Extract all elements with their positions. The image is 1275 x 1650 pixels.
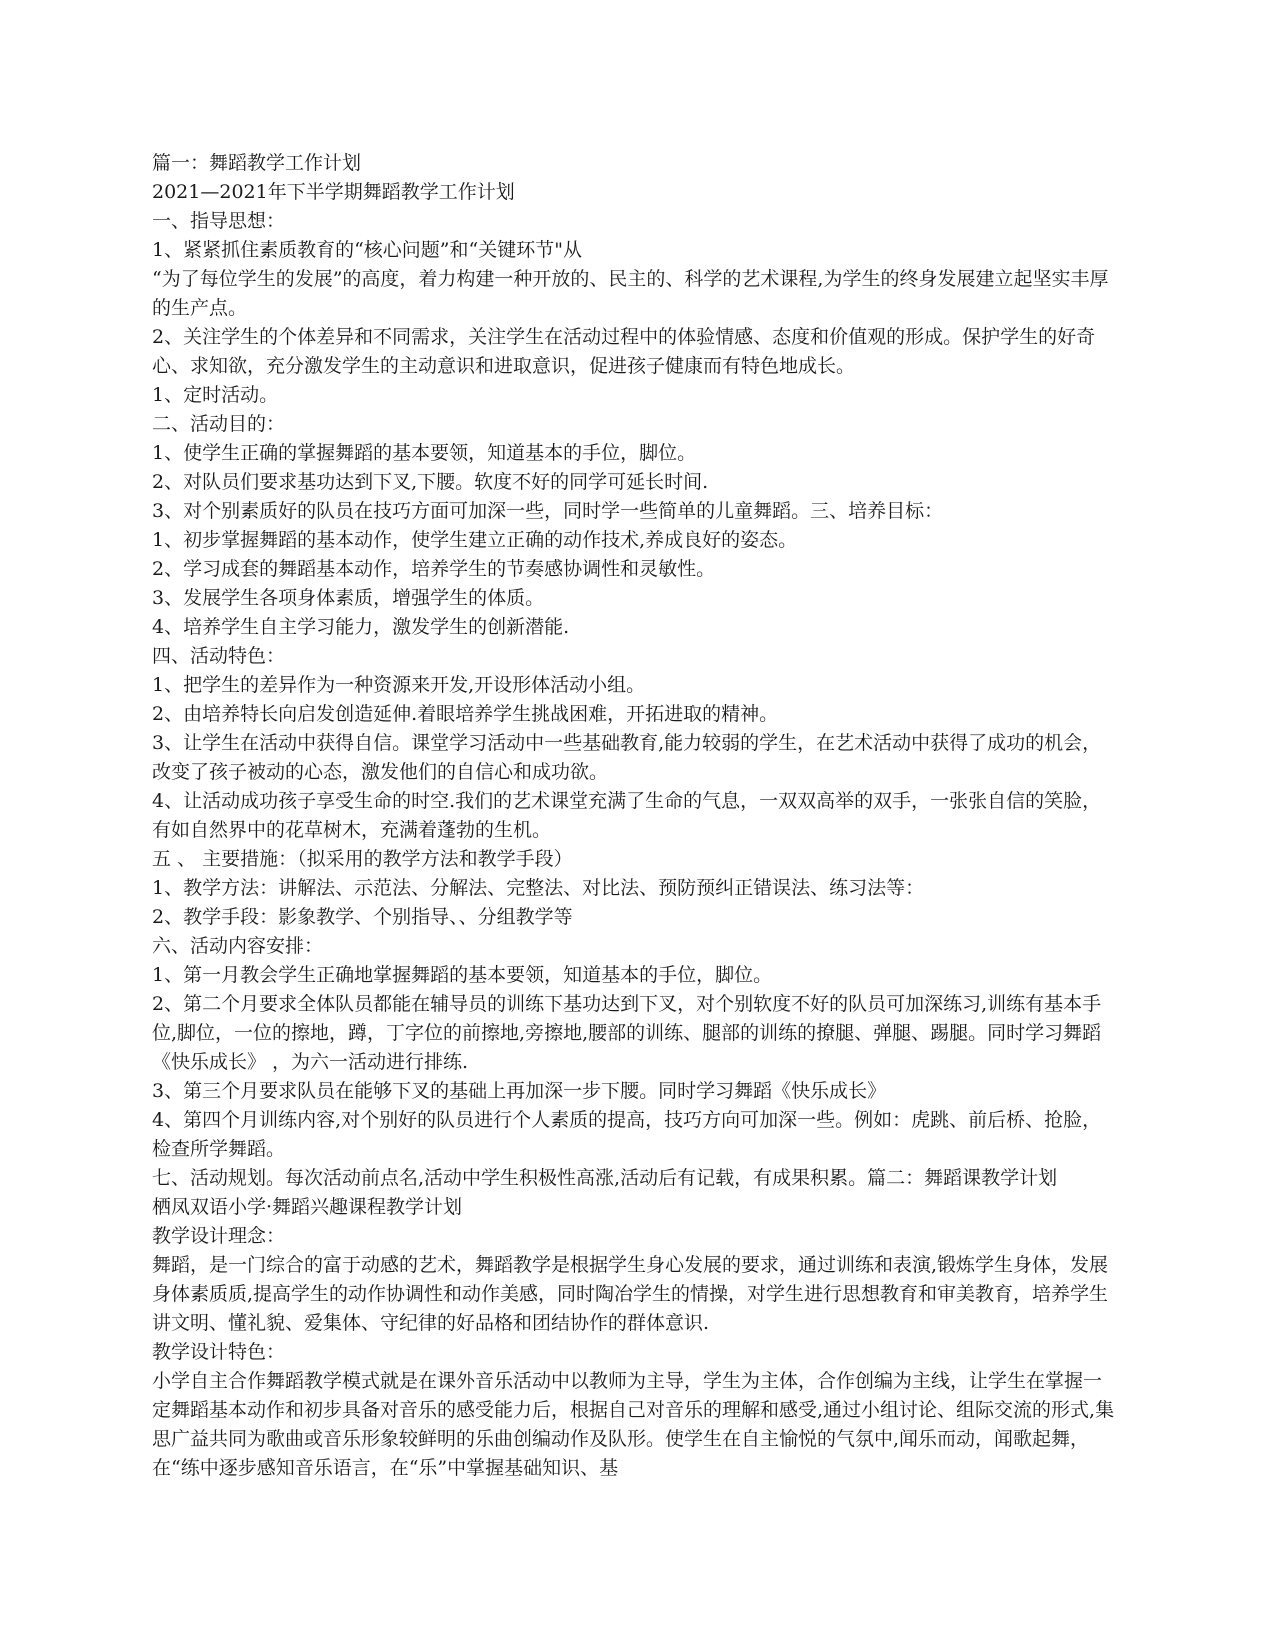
section-heading: 四、活动特色： xyxy=(152,645,286,667)
paragraph: 2、学习成套的舞蹈基本动作，培养学生的节奏感协调性和灵敏性。 xyxy=(152,558,716,580)
section-heading: 一、指导思想： xyxy=(152,210,286,232)
paragraph: 2、教学手段：影象教学、个别指导、、分组教学等 xyxy=(152,906,573,928)
paragraph: 1、初步掌握舞蹈的基本动作，使学生建立正确的动作技术,养成良好的姿态。 xyxy=(152,529,798,551)
paragraph: 1、紧紧抓住素质教育的“核心问题”和“关键环节"从 xyxy=(152,239,582,261)
paragraph: 1、教学方法：讲解法、示范法、分解法、完整法、对比法、预防预纠正错误法、练习法等： xyxy=(152,877,925,899)
doc-subtitle: 2021—2021年下半学期舞蹈教学工作计划 xyxy=(152,181,515,203)
paragraph: 3、对个别素质好的队员在技巧方面可加深一些，同时学一些简单的儿童舞蹈。三、培养目标： xyxy=(152,500,944,522)
paragraph: 七、活动规划。每次活动前点名,活动中学生积极性高涨,活动后有记载，有成果积累。篇二：舞蹈课教学计划 xyxy=(152,1167,1058,1189)
doc-title: 篇一：舞蹈教学工作计划 xyxy=(152,152,362,174)
paragraph: “为了每位学生的发展”的高度，着力构建一种开放的、民主的、科学的艺术课程,为学生的终身发展建立起坚实丰厚的生产点。 xyxy=(152,268,1109,319)
section-heading: 教学设计理念： xyxy=(152,1225,286,1247)
section-heading: 二、活动目的： xyxy=(152,413,286,435)
paragraph: 3、第三个月要求队员在能够下叉的基础上再加深一步下腰。同时学习舞蹈《快乐成长》 xyxy=(152,1080,887,1102)
section-heading: 六、活动内容安排： xyxy=(152,935,324,957)
paragraph: 4、培养学生自主学习能力，激发学生的创新潜能. xyxy=(152,616,570,638)
section-heading: 五 、 主要措施：（拟采用的教学方法和教学手段） xyxy=(152,848,573,870)
document-body xyxy=(152,149,1120,1483)
paragraph: 1、第一月教会学生正确地掌握舞蹈的基本要领，知道基本的手位，脚位。 xyxy=(152,964,773,986)
paragraph: 舞蹈，是一门综合的富于动感的艺术，舞蹈教学是根据学生身心发展的要求，通过训练和表演,锻炼学生身体，发展身体素质质,提高学生的动作协调性和动作美感，同时陶冶学生的情操，对学生进行思想教育和审美教育，培养学生讲文明、懂礼貌、爱集体、守纪律的好品格和团结协作的群体意识. xyxy=(152,1254,1109,1334)
paragraph: 3、让学生在活动中获得自信。课堂学习活动中一些基础教育,能力较弱的学生，在艺术活动中获得了成功的机会，改变了孩子被动的心态，激发他们的自信心和成功欲。 xyxy=(152,732,1102,783)
paragraph: 1、使学生正确的掌握舞蹈的基本要领，知道基本的手位，脚位。 xyxy=(152,442,697,464)
paragraph: 2、关注学生的个体差异和不同需求，关注学生在活动过程中的体验情感、态度和价值观的形成。保护学生的好奇心、求知欲，充分激发学生的主动意识和进取意识，促进孩子健康而有特色地成长。 xyxy=(152,326,1096,377)
paragraph: 2、由培养特长向启发创造延伸.着眼培养学生挑战困难，开拓进取的精神。 xyxy=(152,703,779,725)
paragraph: 小学自主合作舞蹈教学模式就是在课外音乐活动中以教师为主导，学生为主体，合作创编为主线，让学生在掌握一定舞蹈基本动作和初步具备对音乐的感受能力后，根据自己对音乐的理解和感受,通过小组讨论、组际交流的形式,集思广益共同为歌曲或音乐形象较鲜明的乐曲创编动作及队形。使学生在自主愉悦的气氛中,闻乐而动，闻歌起舞，在“练中逐步感知音乐语言，在“乐”中掌握基础知识、基 xyxy=(152,1370,1115,1479)
section-title: 栖凤双语小学·舞蹈兴趣课程教学计划 xyxy=(152,1196,463,1218)
paragraph: 4、让活动成功孩子享受生命的时空.我们的艺术课堂充满了生命的气息，一双双高举的双手，一张张自信的笑脸，有如自然界中的花草树木，充满着蓬勃的生机。 xyxy=(152,790,1102,841)
paragraph: 1、定时活动。 xyxy=(152,384,279,406)
section-heading: 教学设计特色： xyxy=(152,1341,286,1363)
paragraph: 1、把学生的差异作为一种资源来开发,开设形体活动小组。 xyxy=(152,674,646,696)
paragraph: 2、第二个月要求全体队员都能在辅导员的训练下基功达到下叉，对个别软度不好的队员可加深练习,训练有基本手位,脚位，一位的擦地，蹲，丁字位的前擦地,旁擦地,腰部的训练、腿部的训练的撩腿、弹腿、踢腿。同时学习舞蹈《快乐成长》 ，为六一活动进行排练. xyxy=(152,993,1102,1073)
paragraph: 4、第四个月训练内容,对个别好的队员进行个人素质的提高，技巧方向可加深一些。例如：虎跳、前后桥、抢脸，检查所学舞蹈。 xyxy=(152,1109,1102,1160)
paragraph: 3、发展学生各项身体素质，增强学生的体质。 xyxy=(152,587,545,609)
paragraph: 2、对队员们要求基功达到下叉,下腰。软度不好的同学可延长时间. xyxy=(152,471,709,493)
